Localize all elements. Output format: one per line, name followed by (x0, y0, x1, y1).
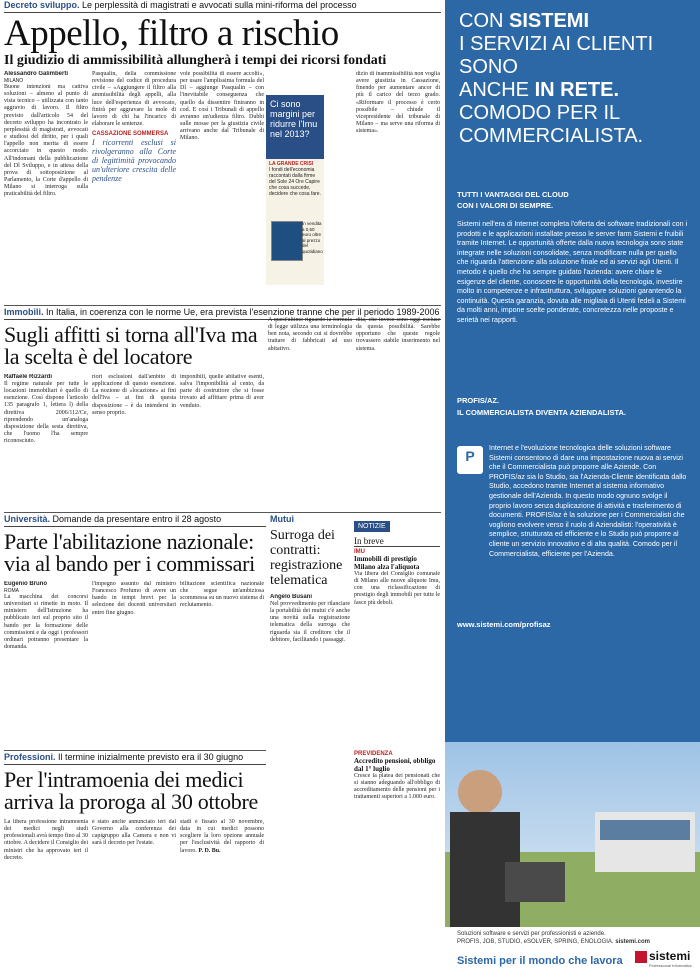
brand-name: sistemi (649, 949, 691, 963)
promo-guide-label: LA GRANDE CRISI (269, 161, 314, 167)
column-text: La macchina dei concorsi universitari si rimette in moto. Il ministero dell'Istruzione ha pubblicato ieri sul proprio sito il bando per la formazione delle commissioni e da oggi i professori ordinari potranno presentare la domanda. (4, 594, 88, 651)
kicker-text: Il termine inizialmente previsto era il 30 giugno (58, 752, 244, 762)
sistemi-logo-icon (635, 951, 647, 963)
promo-question: Ci sono margini per ridurre l'Imu nel 2013? (266, 95, 324, 159)
article-column (92, 71, 176, 286)
article-column (270, 594, 350, 974)
kicker-label: Professioni. (4, 752, 56, 762)
ad-footer-url[interactable]: sistemi.com (615, 939, 650, 945)
promo-price: In vendita a 0,50 euro oltre al prezzo del quotidiano (302, 221, 323, 254)
column-text: A quest'ultimo riguardo la formula di legge utilizza una terminologia ben nota, secondo cui si dovrebbe trattare di fabbricati ad uso abitativo. (268, 317, 352, 352)
byline: Raffaele Rizzardi (4, 374, 53, 380)
ad-tagline: Sistemi per il mondo che lavora (457, 955, 623, 967)
brief-text: Cresce la platea dei pensionati che si stanno adeguando all'obbligo di accreditamento delle pensioni per i trattamenti superiori a 1.000 euro. (354, 773, 440, 801)
article-appello (4, 0, 441, 303)
article-column (4, 374, 88, 507)
ad-headline: ANCHE (459, 79, 530, 101)
ad-body (445, 168, 700, 742)
brief-label: PREVIDENZA (354, 751, 393, 757)
kicker-text: Domande da presentare entro il 28 agosto (52, 514, 222, 524)
column-text: dita, che invece sono oggi escluse da questa possibilità. Sarebbe opportuno che queste regole trovassero stabile inserimento nel sistema. (356, 317, 440, 352)
column-text: Buone intenzioni ma cattiva soluzioni – almeno al punto di vista tecnico – utilizzata con tanto aggravio di lavoro. Il filtro previsto dall'articolo 54 del decreto sviluppo ha incontrato le perplessità di magistrati, avvocati e studiosi del diritto, per i quali l'appello non merita di essere accorciato in questo modo. All'indomani della pubblicazione del Dl Sviluppo, e in attesa della prova di sottoposizione al Parlamento, la Corte d'appello di Milano si interroga sulla praticabilità del filtro. (4, 84, 88, 198)
article-mutui (270, 514, 350, 977)
ad-link[interactable]: www.sistemi.com/profisaz (457, 620, 551, 629)
article-kicker (4, 0, 441, 13)
byline: Angelo Busani (270, 594, 313, 600)
article-column (268, 317, 352, 497)
article-column (356, 71, 440, 286)
profis-logo-icon (457, 446, 483, 474)
article-headline: Surroga dei contratti: registrazione telematica (270, 528, 343, 588)
column-text: riori esclusioni dall'ambito di applicazione di questo esenzione. La nozione di «locazione» ai fini dell'Iva – ai fini di questa disposizione – è da intendersi in senso proprio. (92, 374, 176, 416)
article-subheadline: Il giudizio di ammissibilità allungherà i tempi dei ricorsi fondati (4, 53, 387, 68)
column-text: è stato anche annunciato ieri dal Governo alla conferenza dei capigruppo alla Camera e non vi sarà il decreto per l'estate. (92, 819, 176, 847)
column-text: Pasqualin, della commissione revisione del codice di procedura civile – «Aggiungere il filtro alla ammissibilità degli appelli, alla luce dell'esperienza di avvocato, finirà per aggravare la mole di lavoro di chi ha l'incarico di elaborare le sentenze. (92, 71, 176, 128)
article-kicker (270, 514, 350, 526)
article-column (180, 374, 264, 507)
sistemi-advertisement[interactable] (445, 0, 700, 977)
sistemi-logo (635, 949, 695, 971)
column-text: l'impegno assunto dal ministro Francesco Profumo di avere un bando in tempi brevi per la selezione dei docenti universitari entro fine giugno. (92, 581, 176, 616)
kicker-label: Decreto sviluppo. (4, 0, 80, 10)
ad-headline-block (445, 0, 700, 168)
column-text: bilitazione scientifica nazionale che segue un'ambiziosa scommessa su un nuovo sistema di reclutamento. (180, 581, 264, 609)
article-kicker (4, 514, 266, 527)
column-text: La libera professione intramoenia dei medici negli studi professionali avrà tempo fino al 30 ottobre. A decidere il Consiglio dei ministri che ha approvato ieri il decreto. (4, 819, 88, 861)
article-column (4, 819, 88, 977)
ad-footer-line: Soluzioni software e servizi per professionisti e aziende. (457, 931, 606, 937)
column-text: imponibili, quelle abitative esenti, salva l'imponibilità al cento, da parte di costruttore che si fosse trovato ad affittare prima di aver venduto. (180, 374, 264, 409)
promo-box[interactable] (266, 95, 324, 285)
article-universita (4, 514, 266, 749)
pull-quote-label: CASSAZIONE SOMMERSA (92, 131, 169, 138)
kicker-text: In Italia, in coerenza con le norme Ue, era prevista l'esenzione tranne che per il periodo 1989-2006 (46, 307, 440, 317)
ad-headline: CON (459, 10, 504, 32)
brief-title: Immobili di prestigio Milano alza l'aliquota (354, 555, 420, 571)
brief-text: Via libera del Consiglio comunale di Milano alle nuove aliquote Imu, con una riclassificazione di prestigio degli immobili per tutte le fasce più deboli. (354, 571, 440, 606)
article-column (4, 581, 88, 749)
article-headline: Parte l'abilitazione nazionale: via al bando per i commissari (4, 529, 255, 576)
column-text: dizio di inammissibilità non voglia avere giustizia in Cassazione, finendo per aumentare ancor di più il carico del terzo grado. «Riformare il processo è certo possibile – chiude il vicepresidente del tribunale di Milano – ma serve una riforma di sistema». (356, 71, 440, 135)
article-column (180, 581, 264, 749)
column-text: stadi è fissato al 30 novembre, data in cui medici possono scegliere la loro opzione annuale per l'esclusività del rapporto di lavoro. (180, 819, 264, 854)
article-affitti (4, 307, 441, 507)
article-intramoenia (4, 752, 266, 977)
ad-headline: COMODO PER IL (459, 102, 621, 124)
ad-headline: COMMERCIALISTA. (459, 125, 644, 147)
promo-guide-text: I fondi dell'economia raccontati dalla firme del Sole 24 Ore Capire che cosa succede, decidere che cosa fare. (269, 167, 321, 197)
office-photo-illustration (445, 742, 700, 927)
article-kicker (4, 752, 266, 765)
article-headline: Sugli affitti si torna all'Iva ma la scelta è del locatore (4, 322, 258, 369)
byline: Alessandro Galimberti (4, 71, 69, 77)
brief-label: IMU (354, 549, 365, 555)
ad-headline-strong: SISTEMI (509, 10, 590, 32)
ad-paragraph: Internet e l'evoluzione tecnologica delle soluzioni software Sistemi consentono di dare una impostazione nuova ai servizi che il Commercialista può proporre alle Aziende. Con PROFIS/az sia lo Studio, sia l'Azienda-Cliente identificata dallo Studio, accedono tramite Internet al sistema informativo gestionale dell'Azienda. In questo modo ognuno svolge il proprio lavoro senza duplicazione di attività e trasferimento di documenti. PROFIS/az è la soluzione per i Commercialisti che vogliono evolvere verso il ruolo di Aziendalisti: l'operatività è semplice, strutturata ed efficiente e lo Studio può proporre al cliente un servizio innovativo e di alta qualità. Comodo per il Commercialista, efficiente per l'Azienda. (489, 444, 687, 558)
byline: Eugenio Bruno (4, 581, 47, 587)
news-in-brief (354, 515, 440, 943)
kicker-text: Le perplessità di magistrati e avvocati sulla mini-riforma del processo (82, 0, 357, 10)
ad-paragraph: Sistemi nell'era di Internet completa l'offerta dei software tradizionali con i prodotti e le applicazioni installate presso le server farm Sistemi e fruibili tramite Internet. Le opportunità offerte dalla nuova tecnologia sono state integrate nelle soluzioni consolidate, senza modificare nulla per quello che riguarda l'attenzione alla soluzione finale ed ai servizi agli Utenti. Il metodo è quello che ha sempre guidato l'azienda: avere chiare le esigenze del cliente, conoscere le opportunità della tecnologia, investire molto in competenze e infrastruttura, sviluppare soluzioni garantendo la continuità. Questa garanzia, dovuta alle migliaia di Utenti fedeli a Sistemi da molti anni, impone scelte ponderate, concretezza nelle proposte e serietà nei rapporti. (457, 220, 688, 324)
ad-subheading: IL COMMERCIALISTA DIVENTA AZIENDALISTA. (457, 408, 627, 417)
article-headline: Appello, filtro a rischio (4, 13, 339, 54)
ad-headline: SONO (459, 56, 518, 78)
profis-logo-letter: P (465, 448, 475, 464)
ad-headline: I SERVIZI AI CLIENTI (459, 33, 654, 55)
kicker-label: Immobili. (4, 307, 44, 317)
article-column (356, 317, 440, 497)
pull-quote: I ricorrenti esclusi si rivolgeranno alla Corte di legittimità provocando un'ulteriore crescita delle pendenze (92, 138, 176, 184)
kicker-label: Università. (4, 514, 51, 524)
article-column (92, 374, 176, 507)
article-column (180, 819, 264, 977)
promo-guide (266, 159, 324, 199)
ad-footer (445, 927, 700, 977)
ad-subheading: CON I VALORI DI SEMPRE. (457, 201, 554, 210)
byline: P. D. Bu. (198, 847, 221, 854)
column-text: Nel provvedimento per rilanciare la portabilità dei mutui c'è anche una novità sulla registrazione telematica della surroga che riguarda sia il creditore che il debitore, facilitando i passaggi. (270, 601, 350, 643)
book-cover-image (271, 221, 303, 261)
article-column (180, 71, 264, 286)
section-tab: NOTIZIE (354, 521, 390, 532)
kicker-label: Mutui (270, 514, 294, 524)
dateline: ROMA (4, 588, 19, 594)
news-column (4, 0, 441, 977)
ad-subheading: TUTTI I VANTAGGI DEL CLOUD (457, 190, 569, 199)
brand-subline: Professional Informatics (649, 963, 692, 968)
ad-footer-line: PROFIS, JOB, STUDIO, eSOLVER, SPRING, ENOLOGIA. (457, 939, 614, 945)
column-text: vole possibilità di essere accolti», per usare l'amplissima formula del Dl – aggiunge Pasqualin – con l'inevitabile conseguenza che quello da dissentire finiranno in cod. E così i Tribunali di appello avranno un'udienza filtro. Dubbi sulle mosse per la giustizia civile arrivano anche dal Tribunale di Milano. (180, 71, 264, 142)
ad-subheading: PROFIS/AZ. (457, 396, 500, 405)
dateline: MILANO (4, 78, 24, 84)
ad-photo (445, 742, 700, 927)
article-column (92, 819, 176, 977)
article-column (4, 71, 88, 286)
article-column (92, 581, 176, 749)
column-text: Il regime naturale per tutte le locazioni immobiliari è quello di esenzione. Così dispone l'articolo 135 paragrafo 1, lettera l) della direttiva 2006/112/Ce, riprendendo un'analoga disposizione della sesta direttiva, che l'uomo l'ha sempre riconosciuto. (4, 381, 88, 445)
ad-headline-strong: IN RETE. (534, 79, 620, 101)
article-headline: Per l'intramoenia dei medici arriva la proroga al 30 ottobre (4, 767, 258, 814)
section-title: In breve (354, 536, 440, 547)
brief-title: Accredito pensioni, obbligo dal 1° luglio (354, 757, 436, 773)
